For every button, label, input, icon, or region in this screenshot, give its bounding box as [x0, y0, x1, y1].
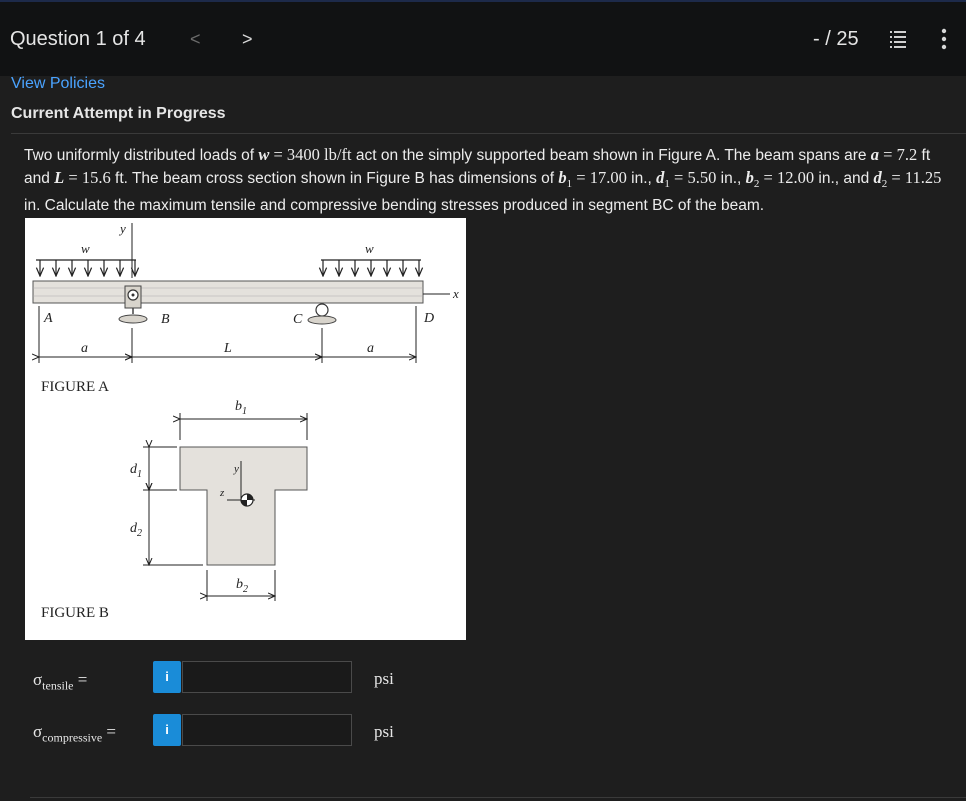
problem-figure: [25, 218, 466, 640]
figure-b-caption: FIGURE B: [41, 605, 109, 621]
previous-question-button[interactable]: <: [190, 29, 201, 49]
more-vertical-icon[interactable]: [940, 28, 948, 55]
attempt-status: Current Attempt in Progress: [11, 105, 226, 122]
span-l-label: L: [224, 341, 232, 356]
figure-a-caption: FIGURE A: [41, 379, 109, 395]
dim-b2-label: $b_2$: [236, 577, 248, 595]
tensile-unit: psi: [374, 669, 394, 688]
figure-a: [33, 221, 459, 395]
dim-d2-label: $d_2$: [130, 521, 142, 539]
dim-d1-label: $d_1$: [130, 462, 142, 480]
tensile-stress-input[interactable]: [182, 661, 352, 693]
point-d-label: D: [424, 311, 435, 326]
top-bar: [0, 0, 966, 76]
point-c-label: C: [293, 312, 303, 327]
divider: [11, 133, 966, 134]
section-y-label: y: [234, 463, 239, 475]
compressive-stress-input[interactable]: [182, 714, 352, 746]
question-counter: Question 1 of 4: [10, 28, 146, 50]
compressive-info-button[interactable]: i: [153, 714, 181, 746]
tensile-info-button[interactable]: i: [153, 661, 181, 693]
centroid-icon: [241, 494, 253, 506]
dim-b1-label: $b_1$: [235, 399, 247, 417]
distributed-load-right: [321, 260, 421, 276]
y-axis-label: y: [120, 221, 126, 236]
beam: [33, 281, 423, 303]
point-a-label: A: [44, 311, 53, 326]
question-text: Two uniformly distributed loads of w = 3400 lb/ft act on the simply supported beam shown in Figure A. The beam spans are a = 7.2 ft and L = 15.6 ft. The beam cross section shown in Figure B has dimensions of $b_1 = 17.00$ in., $d_1 = 5.50$ in., $b_2 = 12.00$ in., and $d_2 = 11.25$ in. Calculate the maximum tensile and compressive bending stresses produced in segment BC of the beam.: [24, 145, 942, 215]
compressive-stress-label: $\sigma_{compressive}$ =: [33, 722, 116, 745]
score-display: - / 25: [813, 28, 859, 50]
figure-b: [41, 399, 307, 621]
next-question-button[interactable]: >: [242, 29, 253, 49]
point-b-label: B: [161, 312, 170, 327]
compressive-unit: psi: [374, 722, 394, 741]
section-z-label: z: [220, 487, 225, 499]
view-policies-link[interactable]: View Policies: [11, 75, 105, 92]
load-label-left: w: [81, 241, 90, 256]
bottom-divider: [30, 797, 966, 798]
load-label-right: w: [365, 241, 374, 256]
roller-support: [308, 304, 336, 324]
tensile-stress-label: $\sigma_{tensile}$ =: [33, 670, 88, 693]
list-numbered-icon[interactable]: [888, 29, 908, 54]
span-a-right-label: a: [367, 341, 374, 356]
span-a-left-label: a: [81, 341, 88, 356]
x-axis-label: x: [453, 286, 459, 301]
t-cross-section: [180, 447, 307, 565]
distributed-load-left: [36, 260, 136, 276]
